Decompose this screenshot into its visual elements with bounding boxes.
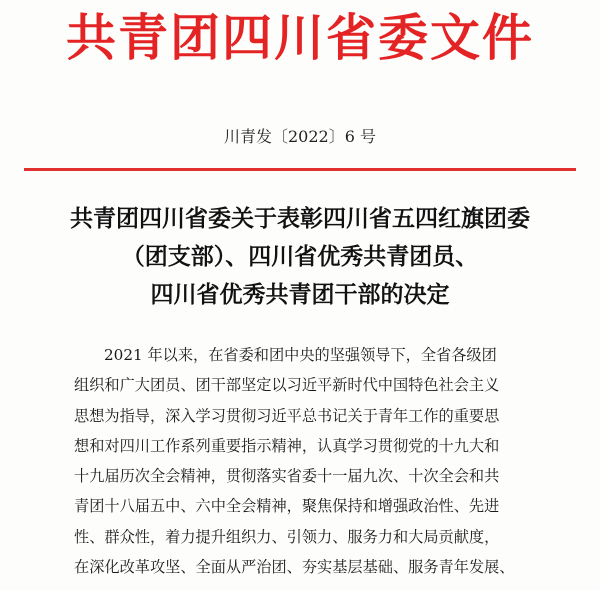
red-divider-line xyxy=(24,168,576,171)
heading-line: 四川省优秀共青团干部的决定 xyxy=(150,282,450,308)
document-number: 川青发〔2022〕6 号 xyxy=(224,127,376,146)
body-line: 性、群众性，着力提升组织力、引领力、服务力和大局贡献度， xyxy=(74,527,500,546)
body-line: 青团十八届五中、六中全会精神，聚焦保持和增强政治性、先进 xyxy=(74,497,500,516)
document-heading xyxy=(0,200,600,314)
heading-line: 共青团四川省委关于表彰四川省五四红旗团委 xyxy=(70,206,530,232)
body-line: 2021 年以来，在省委和团中央的坚强领导下，全省各级团 xyxy=(104,346,497,364)
body-line: 组织和广大团员、团干部坚定以习近平新时代中国特色社会主义 xyxy=(74,376,500,395)
heading-line: （团支部）、四川省优秀共青团员、 xyxy=(121,244,479,270)
document-header-title: 共青团四川省委文件 xyxy=(66,8,534,67)
body-line: 在深化改革攻坚、全面从严治团、夯实基层基础、服务青年发展、 xyxy=(74,558,515,577)
body-line: 十九届历次全会精神，贯彻落实省委十一届九次、十次全会和共 xyxy=(74,467,500,486)
body-line: 想和对四川工作系列重要指示精神，认真学习贯彻党的十九大和 xyxy=(74,436,500,455)
document-body xyxy=(74,340,544,582)
body-line: 思想为指导，深入学习贯彻习近平总书记关于青年工作的重要思 xyxy=(74,406,500,425)
